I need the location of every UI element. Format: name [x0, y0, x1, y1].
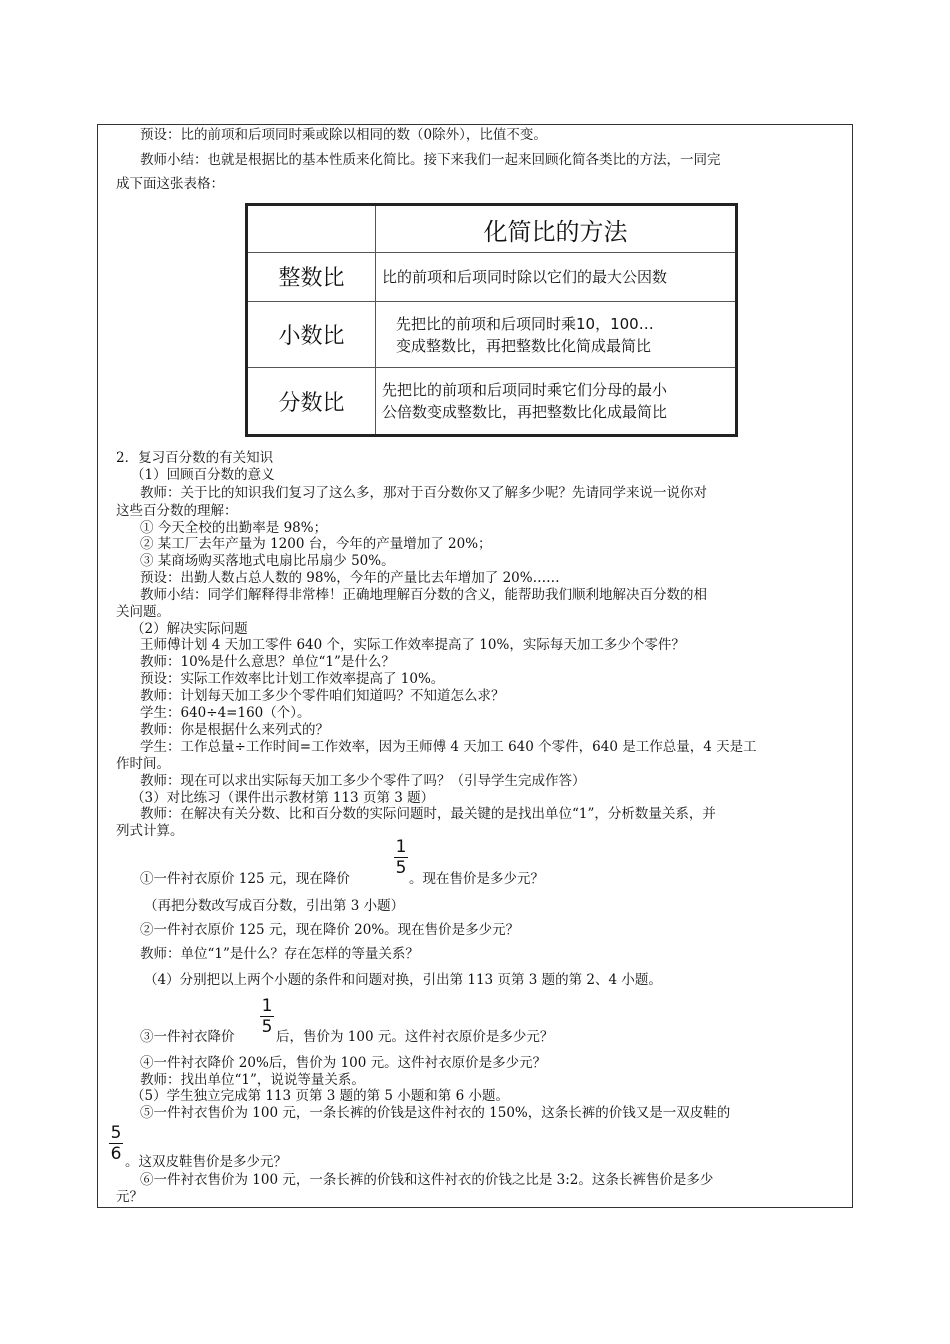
text-line: 教师小结：也就是根据比的基本性质来化简比。接下来我们一起来回顾化简各类比的方法，一同完 [140, 152, 721, 168]
text-line: 关问题。 [116, 604, 170, 620]
problem-3-question: 后，售价为 100 元。这件衬衣原价是多少元？ [276, 1029, 554, 1045]
subsection-heading: （3）对比练习（课件出示教材第 113 页第 3 题） [131, 790, 435, 806]
text-line: 教师：单位“1”是什么？存在怎样的等量关系？ [140, 946, 419, 962]
table-row-method: 比的前项和后项同时除以它们的最大公因数 [376, 253, 737, 302]
simplify-ratio-table [245, 203, 738, 437]
text-line: 预设：出勤人数占总人数的 98%，今年的产量比去年增加了 20%…… [140, 570, 560, 586]
text-line: 王师傅计划 4 天加工零件 640 个，实际工作效率提高了 10%，实际每天加工多少个零件？ [140, 637, 685, 653]
problem-1-text: ①一件衬衣原价 125 元，现在降价 [140, 871, 350, 887]
subsection-heading: （5）学生独立完成第 113 页第 3 题的第 5 小题和第 6 小题。 [131, 1088, 509, 1104]
table-corner [247, 205, 376, 253]
problem-6-text: ⑥一件衬衣售价为 100 元，一条长裤的价钱和这件衬衣的价钱之比是 3:2。这条长裤售价是多少 [140, 1172, 714, 1188]
table-row-type: 分数比 [247, 368, 376, 436]
subsection-heading: （1）回顾百分数的意义 [131, 467, 275, 483]
problem-4-text: ④一件衬衣降价 20%后，售价为 100 元。这件衬衣原价是多少元？ [140, 1055, 547, 1071]
section-heading: 2．复习百分数的有关知识 [116, 450, 274, 466]
table-row-type: 小数比 [247, 301, 376, 367]
text-line: 这些百分数的理解： [116, 503, 238, 519]
text-line: 教师：你是根据什么来列式的？ [140, 722, 329, 738]
text-line: 元？ [116, 1189, 143, 1205]
table-row-method: 先把比的前项和后项同时乘它们分母的最小 公倍数变成整数比，再把整数比化成最简比 [376, 368, 737, 436]
problem-2-text: ②一件衬衣原价 125 元，现在降价 20%。现在售价是多少元？ [140, 922, 520, 938]
fraction-five-sixths: 5 6 [110, 1123, 122, 1164]
problem-3-text: ③一件衬衣降价 [140, 1029, 235, 1045]
subsection-heading: （4）分别把以上两个小题的条件和问题对换，引出第 113 页第 3 题的第 2、4 小题。 [144, 972, 662, 988]
table-row-method: 先把比的前项和后项同时乘10，100… 变成整数比，再把整数比化简成最简比 [376, 301, 737, 367]
list-item: ② 某工厂去年产量为 1200 台，今年的产量增加了 20%； [140, 536, 492, 552]
table-header: 化简比的方法 [376, 205, 737, 253]
text-line: 学生：工作总量÷工作时间=工作效率，因为王师傅 4 天加工 640 个零件，640 是工作总量，4 天是工 [140, 739, 757, 755]
fraction-one-fifth: 1 5 [395, 837, 407, 878]
text-line: 预设：实际工作效率比计划工作效率提高了 10%。 [140, 671, 445, 687]
list-item: ① 今天全校的出勤率是 98%； [140, 520, 328, 536]
fraction-one-fifth: 1 5 [261, 996, 273, 1037]
problem-5-question: 。这双皮鞋售价是多少元？ [125, 1154, 287, 1170]
list-item: ③ 某商场购买落地式电扇比吊扇少 50%。 [140, 553, 395, 569]
text-line: （再把分数改写成百分数，引出第 3 小题） [144, 898, 405, 914]
text-line: 教师：现在可以求出实际每天加工多少个零件了吗？（引导学生完成作答） [140, 773, 586, 789]
text-line: 教师：10%是什么意思？单位“1”是什么？ [140, 654, 395, 670]
text-line: 教师小结：同学们解释得非常棒！正确地理解百分数的含义，能帮助我们顺利地解决百分数的相 [140, 587, 707, 603]
text-line: 作时间。 [116, 756, 170, 772]
text-line: 教师：关于比的知识我们复习了这么多，那对于百分数你又了解多少呢？先请同学来说一说你对 [140, 485, 707, 501]
text-line: 列式计算。 [116, 823, 184, 839]
text-line: 成下面这张表格： [116, 176, 224, 192]
subsection-heading: （2）解决实际问题 [131, 621, 248, 637]
problem-5-text: ⑤一件衬衣售价为 100 元，一条长裤的价钱是这件衬衣的 150%，这条长裤的价钱又是一双皮鞋的 [140, 1105, 731, 1121]
problem-1-question: 。现在售价是多少元？ [409, 871, 544, 887]
text-line: 教师：计划每天加工多少个零件咱们知道吗？不知道怎么求？ [140, 688, 505, 704]
text-line: 预设：比的前项和后项同时乘或除以相同的数（0除外），比值不变。 [140, 127, 547, 143]
text-line: 教师：找出单位“1”，说说等量关系。 [140, 1072, 365, 1088]
table-row-type: 整数比 [247, 253, 376, 302]
text-line: 教师：在解决有关分数、比和百分数的实际问题时，最关键的是找出单位“1”，分析数量关系，并 [140, 806, 716, 822]
text-line: 学生：640÷4=160（个）。 [140, 705, 311, 721]
